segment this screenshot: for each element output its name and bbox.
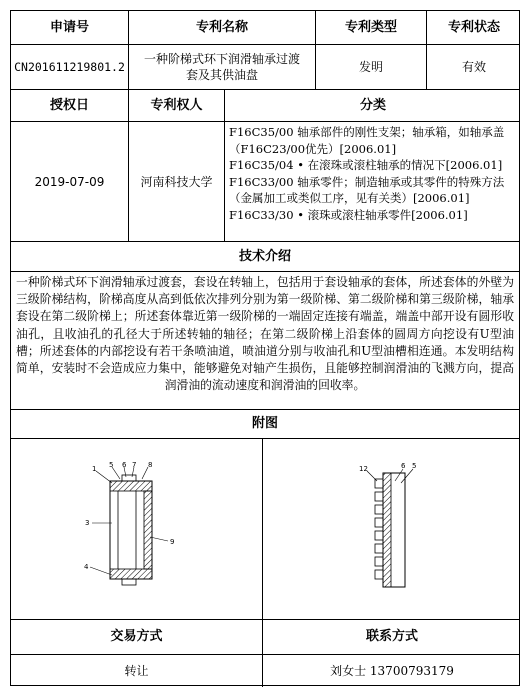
title-value: 一种阶梯式环下润滑轴承过渡套及其供油盘: [129, 45, 316, 89]
trade-value-row: [11, 655, 519, 687]
figure-label: 8: [147, 461, 152, 469]
figure-label: 9: [169, 538, 174, 546]
header-owner: 专利权人: [129, 90, 225, 121]
figure-label: 4: [83, 563, 88, 571]
classification-list: [225, 122, 521, 241]
value-row-1: [11, 45, 519, 90]
trade-method-value: 转让: [11, 655, 263, 687]
figures-header-row: [11, 410, 519, 439]
header-figures: 附图: [251, 416, 278, 431]
header-classification: 分类: [359, 97, 386, 113]
roller-column: [375, 479, 383, 579]
figure-label: 6: [401, 462, 406, 470]
header-contact: 联系方式: [365, 629, 418, 644]
header-grant-date: 授权日: [11, 90, 129, 121]
figure-label: 3: [84, 519, 89, 527]
figure-right-cell: [263, 439, 521, 619]
classification-item: F16C33/00 轴承零件；制造轴承或其零件的特殊方法（金属加工或类似工序，见有关类）[2006.01]: [229, 174, 505, 205]
status-value: 有效: [461, 60, 486, 74]
figure-label: 1: [91, 465, 96, 473]
header-row-1: [11, 11, 519, 45]
figures-row: [11, 439, 519, 620]
patent-sheet: [10, 10, 520, 686]
oil-supply-disc-drawing: [337, 459, 447, 599]
figure-label: 5: [412, 462, 417, 470]
owner-value: 河南科技大学: [129, 122, 225, 241]
abstract-row: [11, 272, 519, 410]
abstract-text: 一种阶梯式环下润滑轴承过渡套，套设在转轴上，包括用于套设轴承的套体，所述套体的外壁为三级阶梯结构，阶梯高度从高到低依次排列分别为第一级阶梯、第二级阶梯和第三级阶梯，轴承套设在第二级阶梯上；所述套体靠近第一级阶梯的一端固定连接有端盖，端盖中部开设有圆形收油孔，且收油孔的孔径大于所述转轴的轴径；在第二级阶梯上沿套体的圆周方向挖设有U型油槽；所述套体的内部挖设有若干条喷油道，喷油道分别与收油孔和U型油槽相连通。本发明结构简单，安装时不会造成应力集中，能够避免对轴产生损伤，且能够控制润滑油的飞溅方向，提高润滑油的流动速度和润滑油的回收率。: [16, 275, 514, 393]
grant-date-value: 2019-07-09: [11, 122, 129, 241]
trade-header-row: [11, 620, 519, 655]
figure-label: 5: [108, 461, 113, 469]
header-trade-method: 交易方式: [11, 620, 263, 654]
figure-label: 12: [359, 465, 368, 473]
header-app-no: 申请号: [11, 11, 129, 44]
abstract-header-row: [11, 242, 519, 272]
header-row-2: [11, 90, 519, 122]
classification-item: F16C35/00 轴承部件的刚性支架；轴承箱，如轴承盖（F16C23/00优先）[2006.01]: [229, 125, 505, 156]
header-abstract: 技术介绍: [238, 248, 291, 264]
classification-item: F16C33/30 • 滚珠或滚柱轴承零件[2006.01]: [229, 207, 468, 222]
figure-label: 6: [121, 461, 126, 469]
value-row-2: [11, 122, 519, 242]
contact-value: 刘女士 13700793179: [330, 664, 454, 678]
figure-left-cell: [11, 439, 263, 619]
app-no-value: CN201611219801.2: [11, 45, 129, 89]
header-type: 专利类型: [316, 11, 427, 44]
header-status: 专利状态: [447, 19, 500, 35]
bearing-sleeve-section-drawing: [82, 459, 192, 599]
type-value: 发明: [316, 45, 427, 89]
header-title: 专利名称: [129, 11, 316, 44]
figure-label: 7: [131, 461, 136, 469]
classification-item: F16C35/04 • 在滚珠或滚柱轴承的情况下[2006.01]: [229, 158, 503, 172]
